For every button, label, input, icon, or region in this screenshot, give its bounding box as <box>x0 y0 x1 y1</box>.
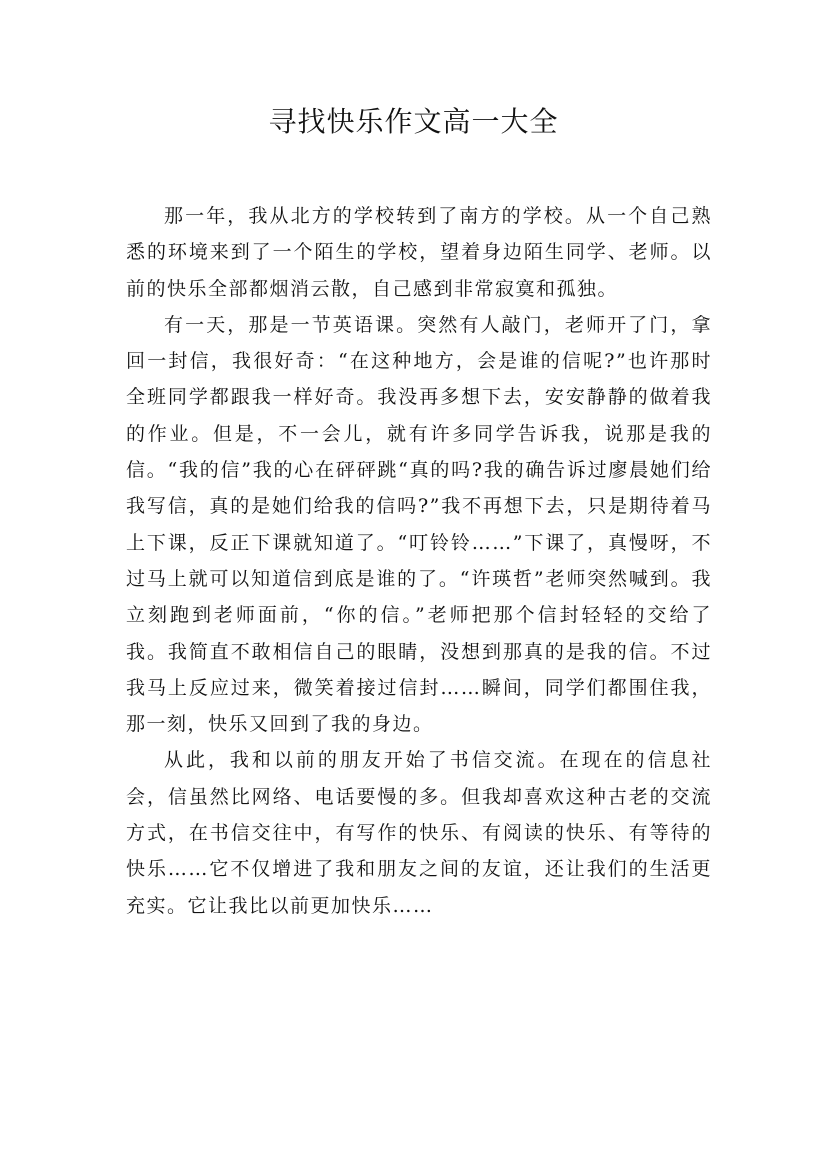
paragraph-2: 有一天，那是一节英语课。突然有人敲门，老师开了门，拿回一封信，我很好奇：“在这种地方，会是谁的信呢?”也许那时全班同学都跟我一样好奇。我没再多想下去，安安静静的做着我的作业。但是，不一会儿，就有许多同学告诉我，说那是我的信。“我的信”我的心在砰砰跳“真的吗?我的确告诉过廖晨她们给我写信，真的是她们给我的信吗?”我不再想下去，只是期待着马上下课，反正下课就知道了。“叮铃铃……”下课了，真慢呀，不过马上就可以知道信到底是谁的了。“许瑛哲”老师突然喊到。我立刻跑到老师面前，“你的信。”老师把那个信封轻轻的交给了我。我简直不敢相信自己的眼睛，没想到那真的是我的信。不过我马上反应过来，微笑着接过信封……瞬间，同学们都围住我，那一刻，快乐又回到了我的身边。 <box>126 313 712 736</box>
document-title: 寻找快乐作文高一大全 <box>268 105 559 138</box>
paragraph-1: 那一年，我从北方的学校转到了南方的学校。从一个自己熟悉的环境来到了一个陌生的学校，望着身边陌生同学、老师。以前的快乐全部都烟消云散，自己感到非常寂寞和孤独。 <box>126 205 712 300</box>
paragraph-3: 从此，我和以前的朋友开始了书信交流。在现在的信息社会，信虽然比网络、电话要慢的多。但我却喜欢这种古老的交流方式，在书信交往中，有写作的快乐、有阅读的快乐、有等待的快乐……它不仅增进了我和朋友之间的友谊，还让我们的生活更充实。它让我比以前更加快乐…… <box>126 749 712 917</box>
document-body <box>126 198 712 924</box>
